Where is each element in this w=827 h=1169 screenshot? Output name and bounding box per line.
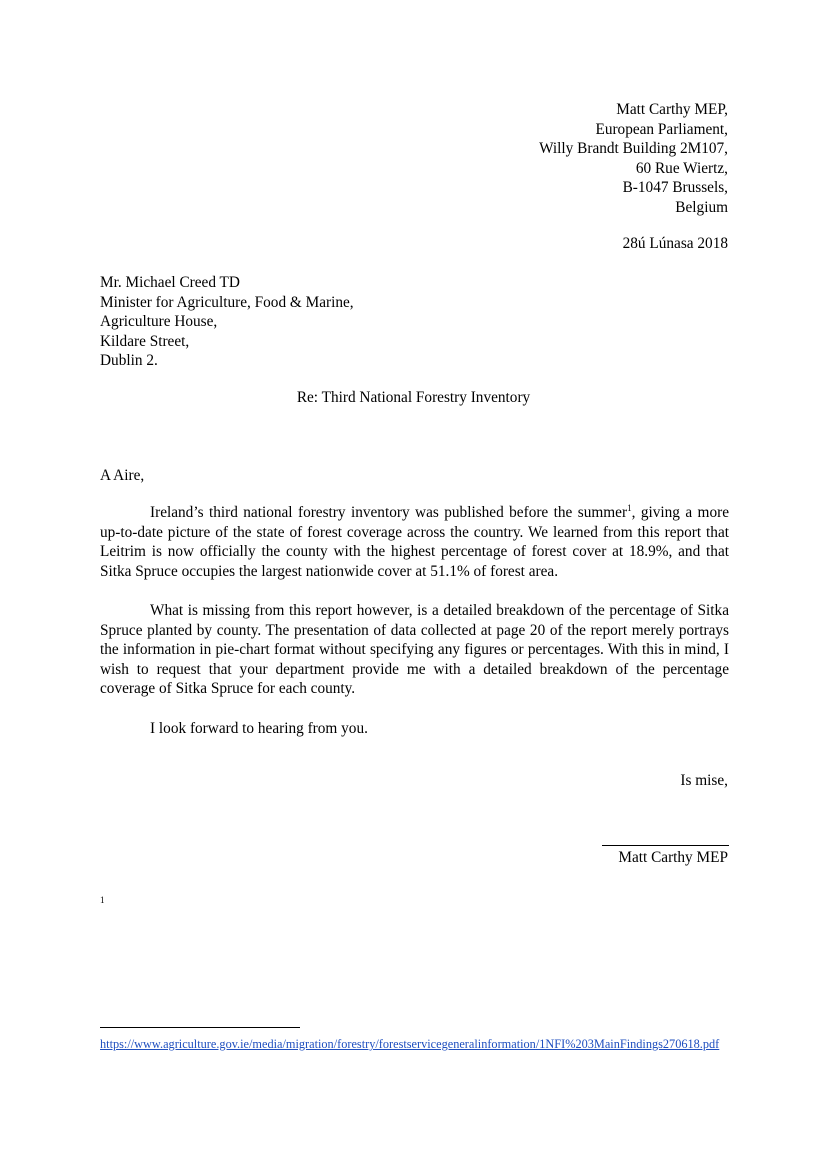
recipient-street: Kildare Street, xyxy=(100,332,190,350)
sender-street: 60 Rue Wiertz, xyxy=(635,159,728,177)
letter-body xyxy=(100,503,729,738)
paragraph-2: What is missing from this report however, is a detailed breakdown of the percentage of Sitka Spruce planted by county. The presentation of data collected at page 20 of the report merely portrays the information in pie-chart format without specifying any figures or percentages. With this in mind, I wish to request that your department provide me with a detailed breakdown of the percentage coverage of Sitka Spruce for each county. xyxy=(100,602,729,697)
subject-line: Re: Third National Forestry Inventory xyxy=(296,389,531,406)
footnote-link[interactable]: https://www.agriculture.gov.ie/media/migration/forestry/forestservicegeneralinformation/1NFI%203MainFindings270618.pdf xyxy=(100,1037,720,1051)
signature-line xyxy=(602,845,729,846)
sender-country: Belgium xyxy=(675,198,728,216)
footnote-separator xyxy=(100,1027,300,1028)
sender-organisation: European Parliament, xyxy=(595,120,728,138)
sender-address xyxy=(539,100,728,217)
paragraph-1-text-start: Ireland’s third national forestry inventory was published before the summer xyxy=(150,504,628,521)
sender-city: B-1047 Brussels, xyxy=(622,179,728,196)
footnote-marker: 1 xyxy=(100,895,105,905)
recipient-title: Minister for Agriculture, Food & Marine, xyxy=(100,293,354,311)
recipient-building: Agriculture House, xyxy=(100,313,218,330)
signature-name: Matt Carthy MEP xyxy=(618,849,728,866)
sender-building: Willy Brandt Building 2M107, xyxy=(539,140,728,157)
paragraph-3: I look forward to hearing from you. xyxy=(150,719,368,737)
salutation: A Aire, xyxy=(100,467,145,484)
closing: Is mise, xyxy=(680,772,728,789)
recipient-city: Dublin 2. xyxy=(100,352,158,369)
paragraph-1-text-end: , giving a more up-to-date picture of the state of forest coverage across the country. We learned from this report that Leitrim is now officially the county with the highest percentage of forest cover at 18.9%, and that Sitka Spruce occupies the largest nationwide cover at 51.1% of forest area. xyxy=(100,504,729,580)
recipient-address xyxy=(100,273,354,371)
recipient-name: Mr. Michael Creed TD xyxy=(100,274,240,291)
paragraph-1 xyxy=(100,503,729,581)
footnote-reference: 1 xyxy=(627,502,632,513)
sender-name: Matt Carthy MEP, xyxy=(616,101,728,118)
letter-date: 28ú Lúnasa 2018 xyxy=(622,235,728,252)
